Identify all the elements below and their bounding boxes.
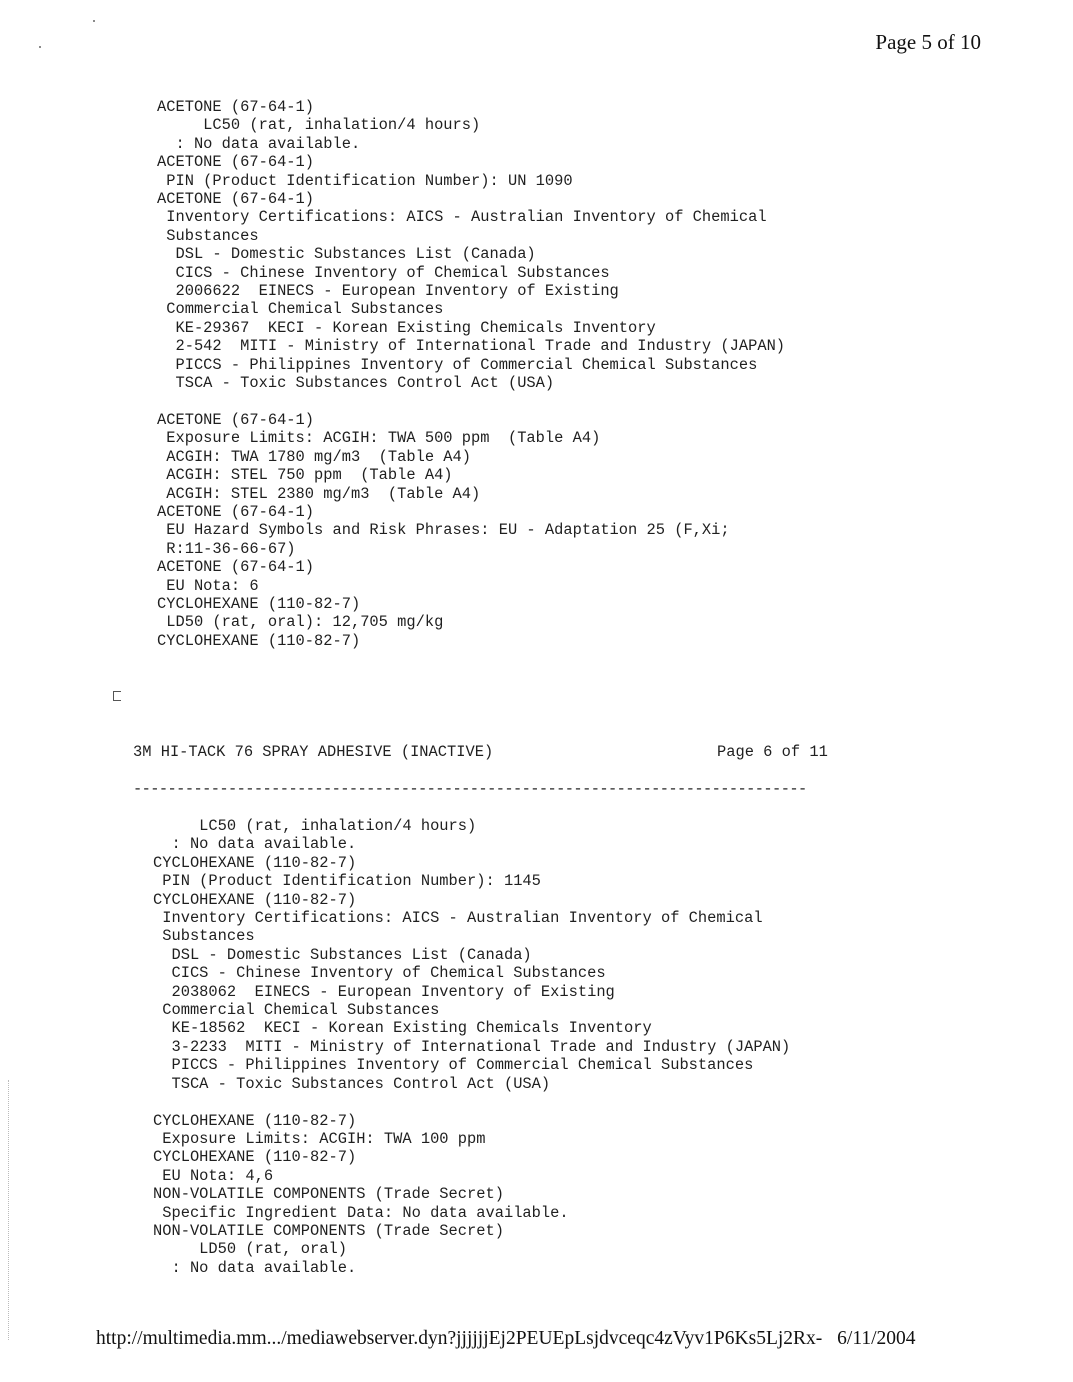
text-line: ACGIH: STEL 2380 mg/m3 (Table A4) — [157, 484, 481, 503]
text-line: : No data available. — [153, 835, 357, 854]
text-line: LC50 (rat, inhalation/4 hours) — [157, 116, 481, 135]
text-line: PIN (Product Identification Number): UN 1090 — [157, 171, 573, 190]
text-line: ACETONE (67-64-1) — [157, 153, 315, 172]
inner-header-rule: ------------------------------------------------------------------------------ — [133, 780, 807, 798]
scan-speck — [93, 20, 95, 22]
text-line: Commercial Chemical Substances — [153, 1001, 440, 1020]
page-number-header: Page 5 of 10 — [875, 30, 981, 54]
inner-header-product: 3M HI-TACK 76 SPRAY ADHESIVE (INACTIVE) — [133, 743, 494, 761]
text-line: ACETONE (67-64-1) — [157, 190, 315, 209]
text-line: Exposure Limits: ACGIH: TWA 500 ppm (Table A4) — [157, 429, 601, 448]
text-line: KE-18562 KECI - Korean Existing Chemicals Inventory — [153, 1019, 652, 1038]
text-line: : No data available. — [153, 1258, 357, 1277]
page-footer — [96, 1328, 916, 1350]
text-line: PICCS - Philippines Inventory of Commercial Chemical Substances — [157, 355, 758, 374]
footer-url[interactable]: http://multimedia.mm.../mediawebserver.dyn?jjjjjjEj2PEUEpLsjdvceqc4zVyv1P6Ks5Lj2Rx- — [96, 1328, 823, 1349]
text-line: ACETONE (67-64-1) — [157, 98, 315, 116]
text-line: ACGIH: STEL 750 ppm (Table A4) — [157, 466, 453, 485]
section-acetone-data — [157, 98, 785, 650]
text-line: : No data available. — [157, 134, 361, 153]
text-line: PIN (Product Identification Number): 1145 — [153, 872, 541, 891]
text-line: LD50 (rat, oral) — [153, 1240, 347, 1259]
text-line: CYCLOHEXANE (110-82-7) — [153, 853, 357, 872]
text-line: EU Nota: 6 — [157, 576, 259, 595]
text-line: LD50 (rat, oral): 12,705 mg/kg — [157, 613, 444, 632]
text-line: Specific Ingredient Data: No data available. — [153, 1203, 569, 1222]
text-line: TSCA - Toxic Substances Control Act (USA) — [157, 374, 555, 393]
text-line: NON-VOLATILE COMPONENTS (Trade Secret) — [153, 1185, 504, 1204]
text-line: KE-29367 KECI - Korean Existing Chemicals Inventory — [157, 318, 656, 337]
text-line — [157, 393, 785, 411]
text-line: CYCLOHEXANE (110-82-7) — [157, 594, 361, 613]
page-break-icon — [113, 691, 121, 701]
text-line: ACETONE (67-64-1) — [157, 502, 315, 521]
text-line: 2038062 EINECS - European Inventory of Existing — [153, 982, 615, 1001]
text-line: DSL - Domestic Substances List (Canada) — [153, 945, 532, 964]
scan-edge-mark — [8, 1080, 10, 1340]
text-line: EU Hazard Symbols and Risk Phrases: EU - Adaptation 25 (F,Xi; — [157, 521, 730, 540]
text-line: EU Nota: 4,6 — [153, 1166, 274, 1185]
text-line: Inventory Certifications: AICS - Australian Inventory of Chemical — [153, 909, 763, 928]
text-line: LC50 (rat, inhalation/4 hours) — [153, 817, 477, 835]
text-line: CICS - Chinese Inventory of Chemical Substances — [157, 263, 610, 282]
text-line: ACGIH: TWA 1780 mg/m3 (Table A4) — [157, 447, 472, 466]
text-line: CICS - Chinese Inventory of Chemical Substances — [153, 964, 606, 983]
text-line: Exposure Limits: ACGIH: TWA 100 ppm — [153, 1129, 486, 1148]
text-line: DSL - Domestic Substances List (Canada) — [157, 245, 536, 264]
text-line: 2-542 MITI - Ministry of International Trade and Industry (JAPAN) — [157, 337, 786, 356]
text-line — [153, 1093, 790, 1111]
text-line: Substances — [153, 927, 255, 946]
text-line: R:11-36-66-67) — [157, 539, 296, 558]
text-line: NON-VOLATILE COMPONENTS (Trade Secret) — [153, 1221, 504, 1240]
section-cyclohexane-data — [153, 817, 790, 1277]
text-line: Commercial Chemical Substances — [157, 300, 444, 319]
text-line: 2006622 EINECS - European Inventory of Existing — [157, 282, 619, 301]
text-line: CYCLOHEXANE (110-82-7) — [153, 1111, 357, 1130]
text-line: Substances — [157, 226, 259, 245]
text-line: TSCA - Toxic Substances Control Act (USA) — [153, 1074, 551, 1093]
footer-date: 6/11/2004 — [837, 1328, 916, 1349]
text-line: CYCLOHEXANE (110-82-7) — [153, 1148, 357, 1167]
scan-speck — [39, 46, 41, 48]
text-line: CYCLOHEXANE (110-82-7) — [153, 890, 357, 909]
text-line: 3-2233 MITI - Ministry of International Trade and Industry (JAPAN) — [153, 1037, 791, 1056]
inner-header-page: Page 6 of 11 — [717, 743, 828, 761]
text-line: CYCLOHEXANE (110-82-7) — [157, 631, 361, 650]
text-line: ACETONE (67-64-1) — [157, 558, 315, 577]
text-line: ACETONE (67-64-1) — [157, 410, 315, 429]
text-line: Inventory Certifications: AICS - Australian Inventory of Chemical — [157, 208, 767, 227]
text-line: PICCS - Philippines Inventory of Commercial Chemical Substances — [153, 1056, 754, 1075]
